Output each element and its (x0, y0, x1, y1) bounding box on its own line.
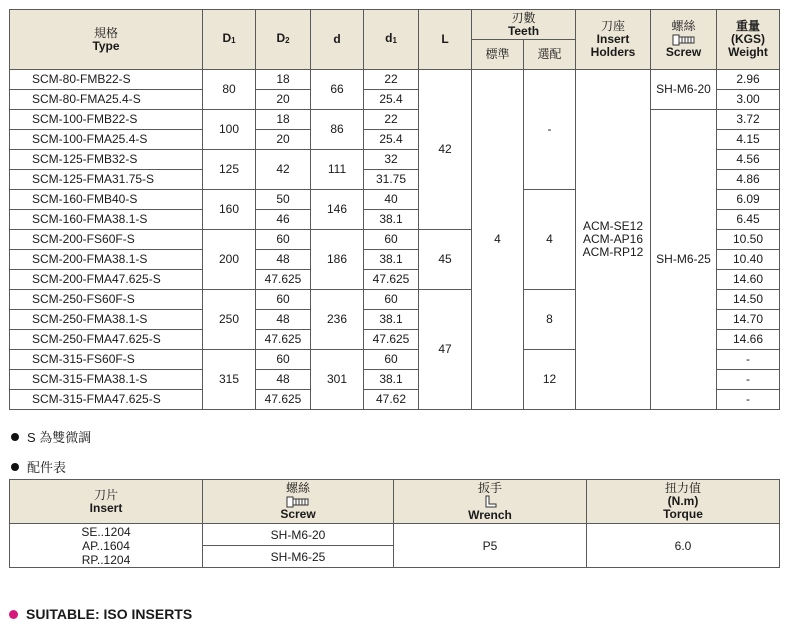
spec-table (9, 9, 780, 410)
acc-screw-cell: SH-M6-25 (203, 546, 394, 568)
D2-cell: 60 (256, 350, 311, 370)
type-cell: SCM-315-FS60F-S (10, 350, 203, 370)
d1-cell: 22 (364, 70, 419, 90)
header-insert-holders: 刀座 Insert Holders (576, 10, 651, 70)
table-row (10, 110, 780, 130)
d1-cell: 40 (364, 190, 419, 210)
header-screw: 螺絲 Screw (651, 10, 717, 70)
D2-cell: 46 (256, 210, 311, 230)
d1-cell: 47.62 (364, 390, 419, 410)
D1-cell: 250 (203, 290, 256, 350)
d1-cell: 38.1 (364, 250, 419, 270)
d1-cell: 47.625 (364, 270, 419, 290)
L-cell: 47 (419, 290, 472, 410)
teeth-optional-cell: 8 (524, 290, 576, 350)
D2-cell: 20 (256, 90, 311, 110)
type-cell: SCM-125-FMB32-S (10, 150, 203, 170)
D2-cell: 18 (256, 110, 311, 130)
table-row (10, 70, 780, 90)
teeth-optional-cell: - (524, 70, 576, 190)
weight-cell: 4.15 (717, 130, 780, 150)
type-cell: SCM-250-FS60F-S (10, 290, 203, 310)
L-cell: 45 (419, 230, 472, 290)
d-cell: 86 (311, 110, 364, 150)
teeth-standard-cell: 4 (472, 70, 524, 410)
table-row (10, 524, 780, 546)
type-cell: SCM-200-FMA38.1-S (10, 250, 203, 270)
wrench-icon (483, 495, 497, 509)
D2-cell: 48 (256, 310, 311, 330)
screw-cell: SH-M6-25 (651, 110, 717, 410)
d-cell: 111 (311, 150, 364, 190)
header-teeth: 刃數 Teeth (472, 10, 576, 40)
type-cell: SCM-200-FS60F-S (10, 230, 203, 250)
header-d1-small: d1 (364, 10, 419, 70)
accessory-table (9, 479, 780, 568)
weight-cell: 10.50 (717, 230, 780, 250)
d-cell: 146 (311, 190, 364, 230)
header-weight: 重量 (KGS) Weight (717, 10, 780, 70)
bullet-dot (11, 433, 19, 441)
weight-cell: 3.00 (717, 90, 780, 110)
acc-header-insert: 刀片 Insert (10, 480, 203, 524)
accessory-title: 配件表 (11, 457, 66, 476)
d1-cell: 38.1 (364, 310, 419, 330)
acc-header-screw: 螺絲 Screw (203, 480, 394, 524)
d1-cell: 31.75 (364, 170, 419, 190)
weight-cell: 6.09 (717, 190, 780, 210)
suitable-note: SUITABLE: ISO INSERTS (9, 606, 192, 622)
header-D1: D1 (203, 10, 256, 70)
D2-cell: 20 (256, 130, 311, 150)
d1-cell: 25.4 (364, 130, 419, 150)
weight-cell: 14.70 (717, 310, 780, 330)
teeth-optional-cell: 4 (524, 190, 576, 290)
weight-cell: 14.50 (717, 290, 780, 310)
header-L: L (419, 10, 472, 70)
weight-cell: - (717, 390, 780, 410)
bullet-dot (9, 610, 18, 619)
weight-cell: 3.72 (717, 110, 780, 130)
d1-cell: 22 (364, 110, 419, 130)
type-cell: SCM-250-FMA38.1-S (10, 310, 203, 330)
D2-cell: 50 (256, 190, 311, 210)
acc-insert-cell: SE..1204 AP..1604 RP..1204 (10, 524, 203, 568)
s-note: S 為雙微調 (11, 427, 91, 446)
acc-header-torque: 扭力值 (N.m) Torque (587, 480, 780, 524)
type-cell: SCM-160-FMA38.1-S (10, 210, 203, 230)
D1-cell: 100 (203, 110, 256, 150)
D2-cell: 47.625 (256, 330, 311, 350)
D2-cell: 47.625 (256, 270, 311, 290)
type-cell: SCM-315-FMA47.625-S (10, 390, 203, 410)
type-cell: SCM-80-FMA25.4-S (10, 90, 203, 110)
D2-cell: 48 (256, 370, 311, 390)
weight-cell: 6.45 (717, 210, 780, 230)
acc-header-wrench: 扳手 Wrench (394, 480, 587, 524)
weight-cell: 14.60 (717, 270, 780, 290)
bullet-dot (11, 463, 19, 471)
header-teeth-optional: 選配 (524, 40, 576, 70)
d-cell: 186 (311, 230, 364, 290)
type-cell: SCM-100-FMB22-S (10, 110, 203, 130)
d1-cell: 38.1 (364, 210, 419, 230)
insert-holders-cell: ACM-SE12 ACM-AP16 ACM-RP12 (576, 70, 651, 410)
D2-cell: 42 (256, 150, 311, 190)
D2-cell: 18 (256, 70, 311, 90)
d-cell: 236 (311, 290, 364, 350)
d1-cell: 47.625 (364, 330, 419, 350)
d1-cell: 32 (364, 150, 419, 170)
d1-cell: 60 (364, 290, 419, 310)
weight-cell: 14.66 (717, 330, 780, 350)
D2-cell: 47.625 (256, 390, 311, 410)
d1-cell: 38.1 (364, 370, 419, 390)
screw-cell: SH-M6-20 (651, 70, 717, 110)
teeth-optional-cell: 12 (524, 350, 576, 410)
header-teeth-standard: 標準 (472, 40, 524, 70)
D1-cell: 315 (203, 350, 256, 410)
D2-cell: 48 (256, 250, 311, 270)
D1-cell: 200 (203, 230, 256, 290)
weight-cell: 4.86 (717, 170, 780, 190)
weight-cell: 4.56 (717, 150, 780, 170)
weight-cell: - (717, 350, 780, 370)
D1-cell: 125 (203, 150, 256, 190)
d-cell: 301 (311, 350, 364, 410)
header-d: d (311, 10, 364, 70)
L-cell: 42 (419, 70, 472, 230)
d1-cell: 25.4 (364, 90, 419, 110)
D2-cell: 60 (256, 230, 311, 250)
d1-cell: 60 (364, 230, 419, 250)
d-cell: 66 (311, 70, 364, 110)
D1-cell: 80 (203, 70, 256, 110)
type-cell: SCM-160-FMB40-S (10, 190, 203, 210)
header-D2: D2 (256, 10, 311, 70)
D2-cell: 60 (256, 290, 311, 310)
weight-cell: 2.96 (717, 70, 780, 90)
acc-torque-cell: 6.0 (587, 524, 780, 568)
acc-screw-cell: SH-M6-20 (203, 524, 394, 546)
acc-wrench-cell: P5 (394, 524, 587, 568)
type-cell: SCM-100-FMA25.4-S (10, 130, 203, 150)
type-cell: SCM-125-FMA31.75-S (10, 170, 203, 190)
D1-cell: 160 (203, 190, 256, 230)
header-type: 規格 Type (10, 10, 203, 70)
type-cell: SCM-200-FMA47.625-S (10, 270, 203, 290)
weight-cell: - (717, 370, 780, 390)
d1-cell: 60 (364, 350, 419, 370)
weight-cell: 10.40 (717, 250, 780, 270)
type-cell: SCM-315-FMA38.1-S (10, 370, 203, 390)
type-cell: SCM-250-FMA47.625-S (10, 330, 203, 350)
type-cell: SCM-80-FMB22-S (10, 70, 203, 90)
